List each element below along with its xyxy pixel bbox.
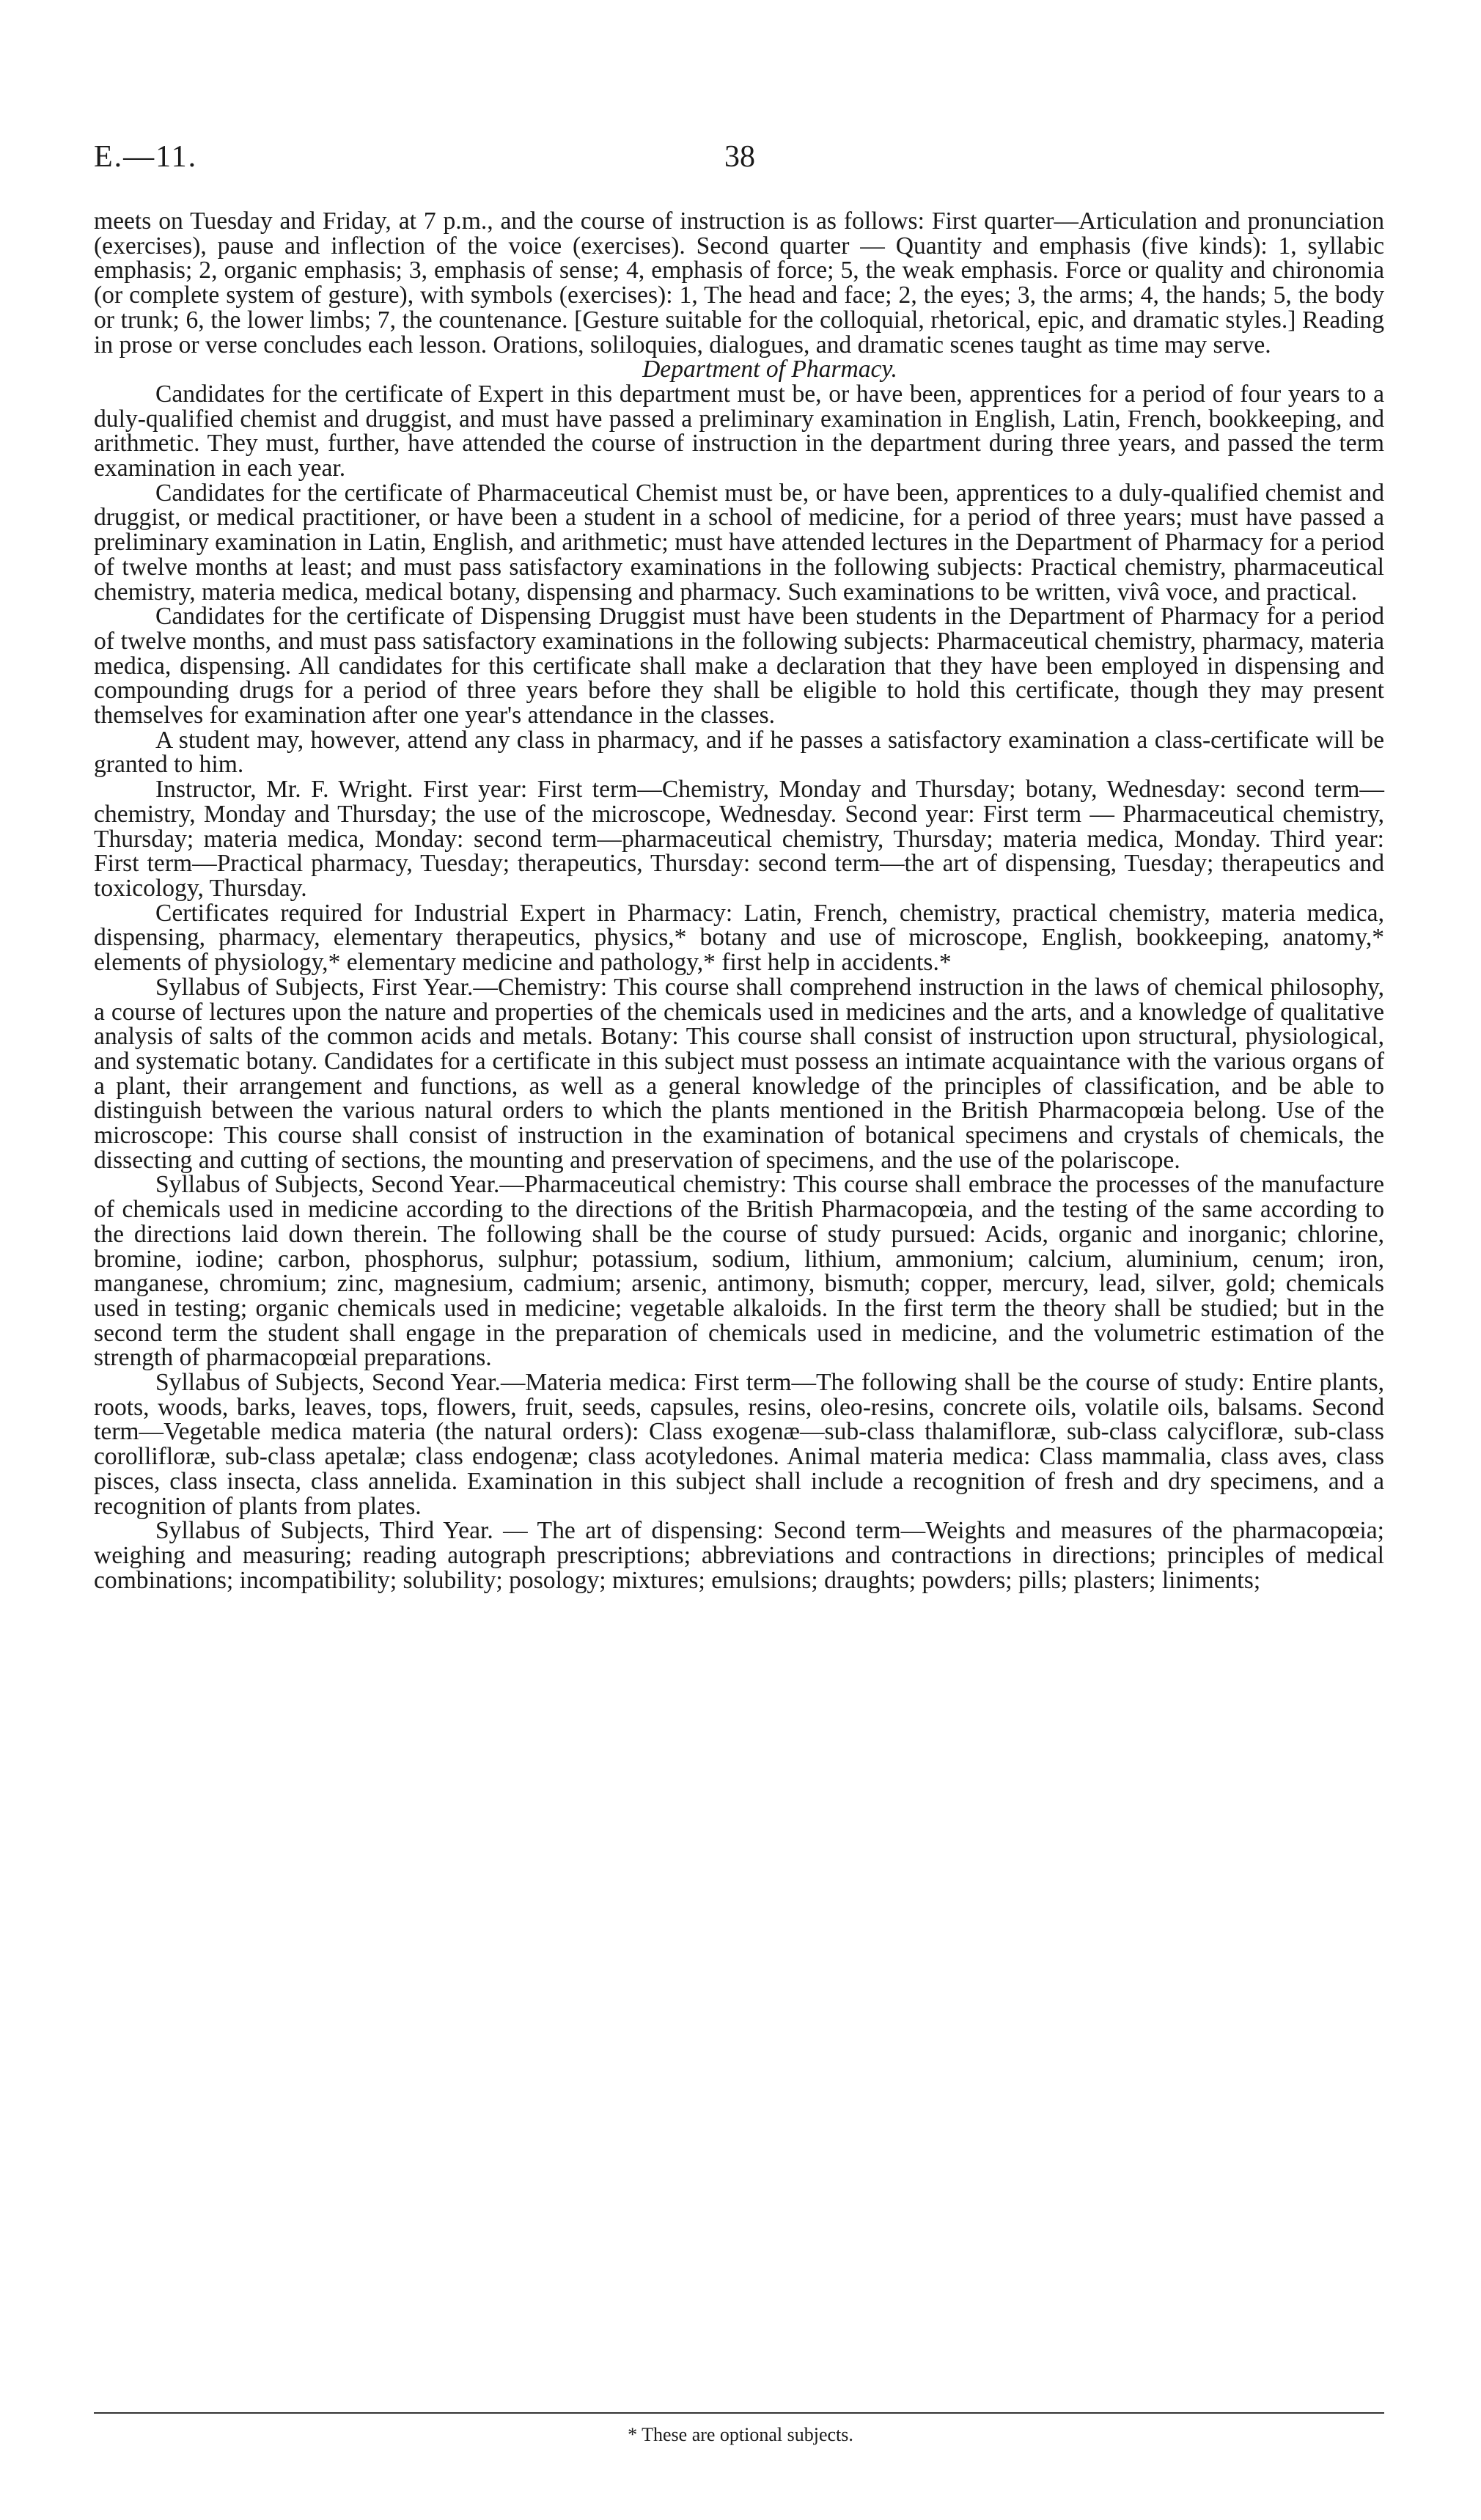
paragraph-syllabus-second-year-materia-medica: Syllabus of Subjects, Second Year.—Materia medica: First term—The following shall be the course of study: Entire plants, roots, woods, barks, leaves, tops, flowers, fruit, seeds, capsules, resins, oleo-resins, concrete oils, volatile oils, balsams. Second term—Vegetable medica materia (the natural orders): Class exogenæ—sub-class thalamifloræ, sub-class calycifloræ, sub-class corollifloræ, sub-class apetalæ; class endogenæ; class acotyledones. Animal materia medica: Class mammalia, class aves, class pisces, class insecta, class annelida. Examination in this subject shall include a recognition of fresh and dry specimens, and a recognition of plants from plates. [94,1369,1384,1520]
section-heading-pharmacy: Department of Pharmacy. [642,356,897,383]
paragraph-pharmaceutical-chemist: Candidates for the certificate of Pharmaceutical Chemist must be, or have been, apprentices to a duly-qualified chemist and druggist, or medical practitioner, or have been a student in a school of medicine, for a period of three years; must have passed a preliminary examination in Latin, English, and arithmetic; must have attended lectures in the Department of Pharmacy for a period of twelve months at least; and must pass satisfactory examinations in the following subjects: Practical chemistry, pharmaceutical chemistry, materia medica, medical botany, dispensing and pharmacy. Such examinations to be written, vivâ voce, and practical. [94,479,1384,606]
footnote: * These are optional subjects. [628,2424,853,2445]
page-number: 38 [724,140,755,174]
page-header [94,139,1384,183]
footnote-divider [94,2412,1384,2414]
paragraph-industrial-expert: Certificates required for Industrial Expert in Pharmacy: Latin, French, chemistry, practical chemistry, materia medica, dispensing, pharmacy, elementary therapeutics, physics,* botany and use of microscope, English, bookkeeping, anatomy,* elements of physiology,* elementary medicine and pathology,* first help in accidents.* [94,899,1384,977]
paragraph-syllabus-third-year: Syllabus of Subjects, Third Year. — The art of dispensing: Second term—Weights and measures of the pharmacopœia; weighing and measuring; reading autograph prescriptions; abbreviations and contractions in directions; principles of medical combinations; incompatibility; solubility; posology; mixtures; emulsions; draughts; powders; pills; plasters; liniments; [94,1517,1384,1594]
paragraph-expert-certificate: Candidates for the certificate of Expert in this department must be, or have been, apprentices for a period of four years to a duly-qualified chemist and druggist, and must have passed a preliminary examination in English, Latin, French, bookkeeping, and arithmetic. They must, further, have attended the course of instruction in the department during three years, and passed the term examination in each year. [94,380,1384,482]
document-reference: E.—11. [94,140,198,174]
body-text [94,209,1384,1593]
paragraph-syllabus-second-year-chemistry: Syllabus of Subjects, Second Year.—Pharmaceutical chemistry: This course shall embrace the processes of the manufacture of chemicals used in medicine according to the directions of the British Pharmacopœia, and the testing of the same according to the directions laid down therein. The following shall be the course of study pursued: Acids, organic and inorganic; chlorine, bromine, iodine; carbon, phosphorus, sulphur; potassium, sodium, lithium, ammonium; calcium, aluminium, cenum; iron, manganese, chromium; zinc, magnesium, cadmium; arsenic, antimony, bismuth; copper, mercury, lead, silver, gold; chemicals used in testing; organic chemicals used in medicine; vegetable alkaloids. In the first term the theory shall be studied; but in the second term the student shall engage in the preparation of chemicals used in medicine, and the volumetric estimation of the strength of pharmacopœial preparations. [94,1171,1384,1372]
paragraph-syllabus-first-year: Syllabus of Subjects, First Year.—Chemistry: This course shall comprehend instruction in the laws of chemical philosophy, a course of lectures upon the nature and properties of the chemicals used in medicines and the arts, and a knowledge of qualitative analysis of salts of the common acids and metals. Botany: This course shall consist of instruction upon structural, physiological, and systematic botany. Candidates for a certificate in this subject must possess an intimate acquaintance with the various organs of a plant, their arrangement and functions, as well as a general knowledge of the principles of classification, and be able to distinguish between the various natural orders to which the plants mentioned in the British Pharmacopœia belong. Use of the microscope: This course shall consist of instruction in the examination of botanical specimens and crystals of chemicals, the dissecting and cutting of sections, the mounting and preservation of specimens, and the use of the polariscope. [94,973,1384,1174]
paragraph-class-certificate: A student may, however, attend any class in pharmacy, and if he passes a satisfactory examination a class-certificate will be granted to him. [94,726,1384,779]
paragraph-instructor-schedule: Instructor, Mr. F. Wright. First year: First term—Chemistry, Monday and Thursday; botany, Wednesday: second term—chemistry, Monday and Thursday; the use of the microscope, Wednesday. Second year: First term — Pharmaceutical chemistry, Thursday; materia medica, Monday: second term—pharmaceutical chemistry, Thursday; materia medica, Monday. Third year: First term—Practical pharmacy, Tuesday; therapeutics, Thursday: second term—the art of dispensing, Tuesday; therapeutics and toxicology, Thursday. [94,776,1384,902]
paragraph-elocution-course: meets on Tuesday and Friday, at 7 p.m., and the course of instruction is as follows: First quarter—Articulation and pronunciation (exercises), pause and inflection of the voice (exercises). Second quarter — Quantity and emphasis (five kinds): 1, syllabic emphasis; 2, organic emphasis; 3, emphasis of sense; 4, emphasis of force; 5, the weak emphasis. Force or quality and chironomia (or complete system of gesture), with symbols (exercises): 1, The head and face; 2, the eyes; 3, the arms; 4, the hands; 5, the body or trunk; 6, the lower limbs; 7, the countenance. [Gesture suitable for the colloquial, rhetorical, epic, and dramatic styles.] Reading in prose or verse concludes each lesson. Orations, soliloquies, dialogues, and dramatic scenes taught as time may serve. [94,207,1384,359]
paragraph-dispensing-druggist: Candidates for the certificate of Dispensing Druggist must have been students in the Department of Pharmacy for a period of twelve months, and must pass satisfactory examinations in the following subjects: Pharmaceutical chemistry, pharmacy, materia medica, dispensing. All candidates for this certificate shall make a declaration that they have been employed in dispensing and compounding drugs for a period of three years before they shall be eligible to hold this certificate, though they may present themselves for examination after one year's attendance in the classes. [94,603,1384,730]
